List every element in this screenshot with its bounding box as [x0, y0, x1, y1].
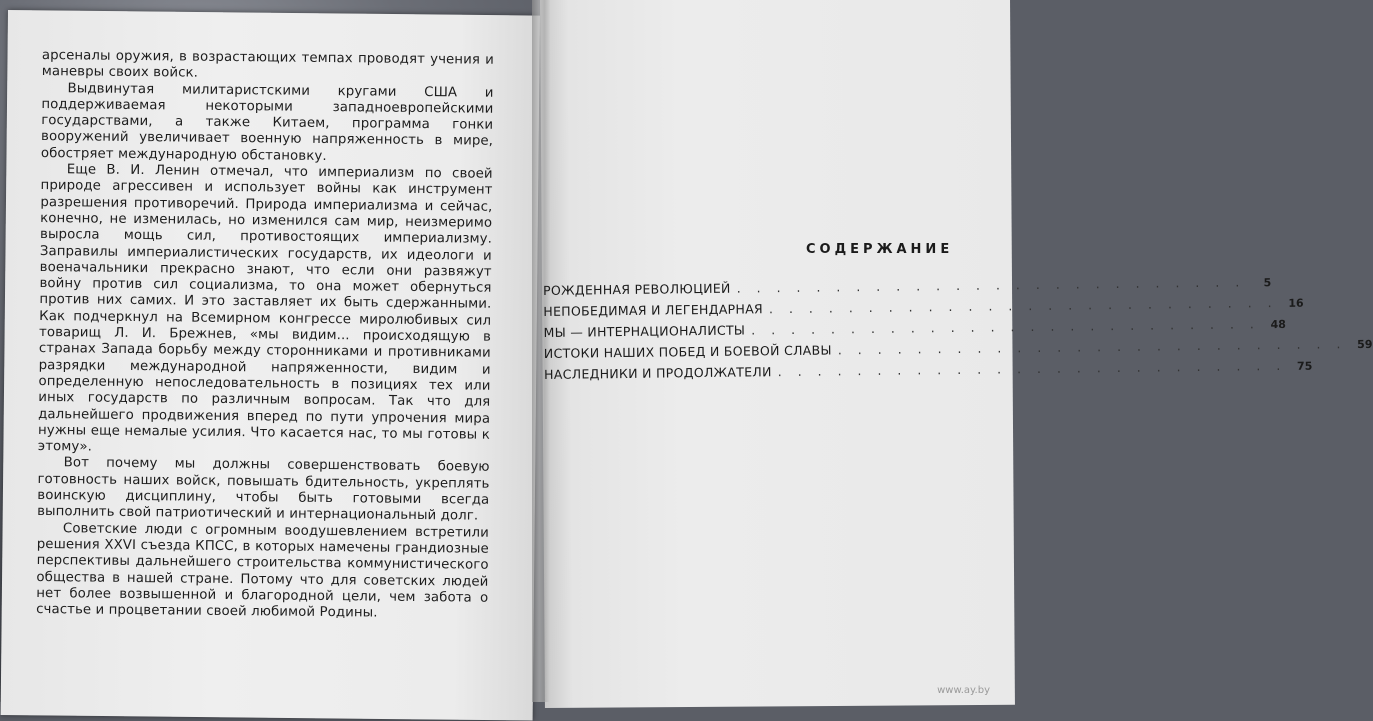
toc-entry-label: РОЖДЕННАЯ РЕВОЛЮЦИЕЙ: [543, 280, 731, 298]
toc-leader-dots: . . . . . . . . . . . . . . . . . . . . . . . . . .: [777, 357, 1287, 380]
paragraph: Вот почему мы должны совершенствовать боевую готовность наших войск, повышать бдительность, укреплять воинскую дисциплину, чтобы быть готовыми всегда выполнить свой патриотический и интернациональный долг.: [37, 455, 490, 524]
paragraph: Советские люди с огромным воодушевлением встретили решения XXVI съезда КПСС, в которых намечены грандиозные перспективы дальнейшего строительства коммунистического общества в нашей стране. Потому что для советских людей нет более возвышенной и благородной цели, чем забота о счастье и процветании своей любимой Родины.: [36, 520, 490, 621]
toc-entry-page: 48: [1270, 317, 1286, 332]
paragraph: Выдвинутая милитаристскими кругами США и поддерживаемая некоторыми западноевропейскими государствами, а также Китаем, программа гонки вооружений увеличивает военную напряженность в мире, обостряет международную обстановку.: [40, 80, 494, 164]
toc-title: СОДЕРЖАНИЕ: [806, 242, 954, 257]
toc-leader-dots: . . . . . . . . . . . . . . . . . . . . . . . . . .: [751, 316, 1260, 338]
paragraph: Еще В. И. Ленин отмечал, что империализм по своей природе агрессивен и использует войны как инструмент разрешения противоречий. Природа империализма и сейчас, конечно, не изменилась, но изменился сам мир, неизмеримо выросла мощь сил, противостоящих империализму. Заправилы империалистических государств, их идеологи и военачальники прекрасно знают, что если они развяжут войну против сил социализма, то она может обернуться против них самих. И это заставляет их быть сдержанными. Как подчеркнул на Всемирном конгрессе миролюбивых сил товарищ Л. И. Брежнев, «мы видим... происходящую в странах Запада борьбу между сторонниками и противниками разрядки международной напряженности, видим и определенную непоследовательность в позициях тех или иных государств по различным вопросам. Так что для дальнейшего продвижения вперед по пути упрочения мира нужны еще немалые усилия. Что касается нас, то мы готовы к этому».: [37, 162, 493, 455]
toc-leader-dots: . . . . . . . . . . . . . . . . . . . . . . . . . .: [736, 274, 1246, 296]
toc-leader-dots: . . . . . . . . . . . . . . . . . . . . . . . . . .: [768, 295, 1278, 317]
table-of-contents: [543, 274, 1373, 388]
paragraph: арсеналы оружия, в возрастающих темпах проводят учения и маневры своих войск.: [41, 48, 494, 81]
toc-entry-label: НАСЛЕДНИКИ И ПРОДОЛЖАТЕЛИ: [544, 364, 772, 382]
toc-entry-label: НЕПОБЕДИМАЯ И ЛЕГЕНДАРНАЯ: [543, 301, 764, 319]
toc-entry-page: 16: [1288, 296, 1304, 310]
toc-entry-page: 75: [1296, 359, 1313, 373]
toc-entry-label: МЫ — ИНТЕРНАЦИОНАЛИСТЫ: [543, 322, 746, 340]
toc-leader-dots: . . . . . . . . . . . . . . . . . . . . . . . . . .: [837, 336, 1347, 358]
toc-entry-label: ИСТОКИ НАШИХ ПОБЕД И БОЕВОЙ СЛАВЫ: [543, 342, 832, 361]
site-watermark: www.ay.by: [937, 685, 990, 696]
toc-entry-page: 59: [1357, 337, 1373, 352]
left-page-body-text: [36, 48, 494, 623]
toc-entry-page: 5: [1263, 276, 1272, 290]
